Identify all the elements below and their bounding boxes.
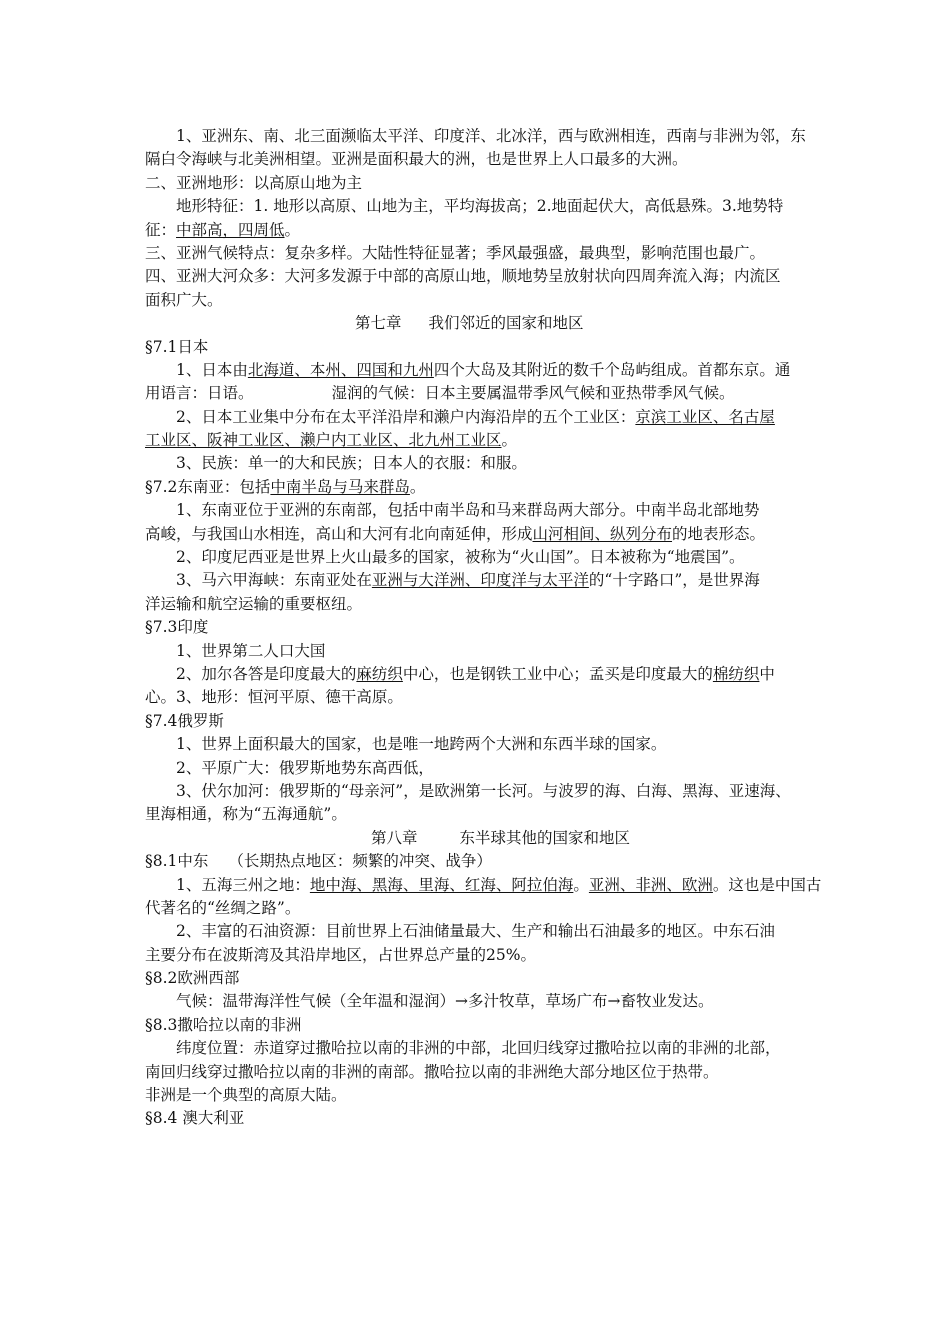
- text-line: 心。3、地形：恒河平原、德干高原。: [145, 688, 403, 707]
- underlined-term: 亚洲与大洋洲、印度洋与太平洋: [371, 571, 589, 590]
- text-line: 3、马六甲海峡：东南亚处在亚洲与大洋洲、印度洋与太平洋的“十字路口”，是世界海: [176, 571, 760, 590]
- text-line: 2、加尔各答是印度最大的麻纺织中心，也是钢铁工业中心；孟买是印度最大的棉纺织中: [176, 664, 775, 683]
- underlined-term: 山河相间、纵列分布: [532, 524, 673, 543]
- chapter-heading: 第八章 东半球其他的国家和地区: [371, 828, 631, 847]
- text-line: 地形特征：1. 地形以高原、山地为主，平均海拔高；2.地面起伏大，高低悬殊。3.地势特: [176, 197, 784, 216]
- text-line: 1、日本由北海道、本州、四国和九州四个大岛及其附近的数千个岛屿组成。首都东京。通: [176, 360, 791, 379]
- text-line: 非洲是一个典型的高原大陆。: [145, 1086, 347, 1105]
- text-line: 隔白令海峡与北美洲相望。亚洲是面积最大的洲，也是世界上人口最多的大洲。: [145, 150, 688, 169]
- underlined-term: 工业区、阪神工业区、濑户内工业区、北九州工业区: [145, 431, 502, 450]
- underlined-term: 中部高，四周低: [176, 220, 285, 239]
- text-line: 1、五海三州之地：地中海、黑海、里海、红海、阿拉伯海。亚洲、非洲、欧洲。这也是中国古: [176, 875, 822, 894]
- underlined-term: 亚洲、非洲、欧洲: [588, 875, 713, 894]
- text-line: 南回归线穿过撒哈拉以南的非洲的南部。撒哈拉以南的非洲绝大部分地区位于热带。: [145, 1062, 719, 1081]
- section-heading: §7.4俄罗斯: [145, 711, 224, 730]
- text-line: 2、印度尼西亚是世界上火山最多的国家，被称为“火山国”。日本被称为“地震国”。: [176, 548, 745, 567]
- text-line: 3、民族：单一的大和民族；日本人的衣服：和服。: [176, 454, 527, 473]
- section-heading: 二、亚洲地形：以高原山地为主: [145, 173, 363, 192]
- text-line: 1、世界上面积最大的国家，也是唯一地跨两个大洲和东西半球的国家。: [176, 735, 667, 754]
- text-line: 1、世界第二人口大国: [176, 641, 326, 660]
- text-line: 高峻，与我国山水相连，高山和大河有北向南延伸，形成山河相间、纵列分布的地表形态。: [145, 524, 766, 543]
- section-heading: §7.1日本: [145, 337, 209, 356]
- text-line: 用语言：日语。 湿润的气候：日本主要属温带季风气候和亚热带季风气候。: [145, 384, 735, 403]
- underlined-term: 麻纺织: [356, 664, 403, 683]
- section-heading: §8.1中东 （长期热点地区：频繁的冲突、战争）: [145, 852, 492, 871]
- section-heading: §8.3撒哈拉以南的非洲: [145, 1015, 302, 1034]
- section-heading: 四、亚洲大河众多：大河多发源于中部的高原山地，顺地势呈放射状向四周奔流入海；内流区: [145, 267, 781, 286]
- section-heading: §7.3印度: [145, 618, 209, 637]
- text-line: 征：中部高，四周低。: [145, 220, 301, 239]
- text-line: 1、亚洲东、南、北三面濒临太平洋、印度洋、北冰洋，西与欧洲相连，西南与非洲为邻，东: [176, 127, 806, 145]
- underlined-term: 棉纺织: [712, 664, 760, 683]
- underlined-term: 中南半岛与马来群岛: [270, 477, 410, 496]
- text-line: 1、东南亚位于亚洲的东南部，包括中南半岛和马来群岛两大部分。中南半岛北部地势: [176, 501, 760, 520]
- text-line: 代著名的“丝绸之路”。: [145, 898, 301, 917]
- section-heading: §7.2东南亚：包括中南半岛与马来群岛。: [145, 477, 426, 496]
- underlined-term: 北海道、本州、四国和九州: [247, 360, 434, 379]
- text-line: 洋运输和航空运输的重要枢纽。: [145, 594, 363, 613]
- text-line: 工业区、阪神工业区、濑户内工业区、北九州工业区。: [145, 431, 518, 450]
- underlined-term: 京滨工业区、名古屋: [635, 407, 775, 426]
- section-heading: §8.2欧洲西部: [145, 969, 240, 988]
- document-body: [145, 125, 822, 1131]
- text-line: 2、日本工业集中分布在太平洋沿岸和濑户内海沿岸的五个工业区：京滨工业区、名古屋: [176, 407, 775, 426]
- text-line: 纬度位置：赤道穿过撒哈拉以南的非洲的中部，北回归线穿过撒哈拉以南的非洲的北部，: [176, 1039, 781, 1058]
- text-line: 面积广大。: [145, 290, 223, 309]
- underlined-term: 地中海、黑海、里海、红海、阿拉伯海: [309, 875, 574, 894]
- section-heading: 三、亚洲气候特点：复杂多样。大陆性特征显著；季风最强盛，最典型，影响范围也最广。: [145, 243, 766, 262]
- chapter-heading: 第七章 我们邻近的国家和地区: [355, 314, 584, 333]
- text-line: 2、丰富的石油资源：目前世界上石油储量最大、生产和输出石油最多的地区。中东石油: [176, 922, 775, 941]
- text-line: 2、平原广大：俄罗斯地势东高西低，: [176, 758, 434, 777]
- text-line: 里海相通，称为“五海通航”。: [145, 805, 347, 824]
- section-heading: §8.4 澳大利亚: [145, 1109, 245, 1128]
- text-line: 3、伏尔加河：俄罗斯的“母亲河”，是欧洲第一长河。与波罗的海、白海、黑海、亚速海、: [176, 781, 791, 800]
- text-line: 主要分布在波斯湾及其沿岸地区，占世界总产量的25%。: [145, 945, 536, 964]
- text-line: 气候：温带海洋性气候（全年温和湿润）→多汁牧草，草场广布→畜牧业发达。: [176, 992, 714, 1011]
